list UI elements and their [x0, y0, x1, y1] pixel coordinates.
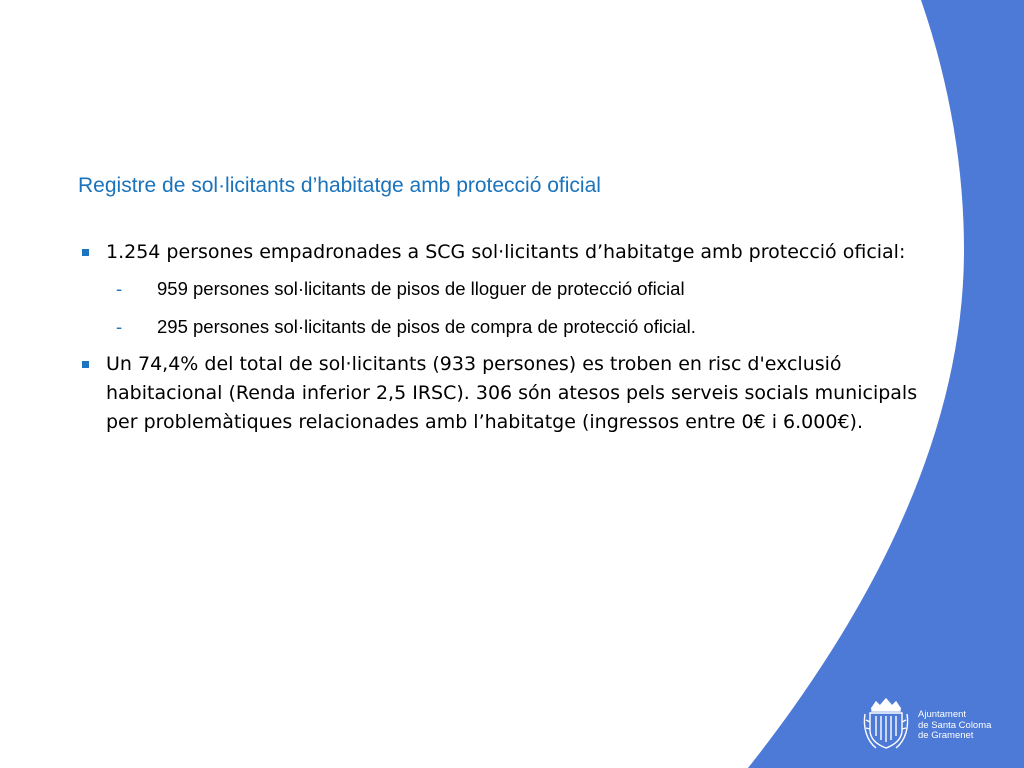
logo-text-line: de Santa Coloma [918, 719, 992, 731]
sub-item-text: 295 persones sol·licitants de pisos de compra de protecció oficial. [157, 316, 696, 337]
logo-text-line: de Gramenet [918, 730, 974, 741]
square-bullet-icon [82, 361, 89, 368]
slide-title: Registre de sol·licitants d’habitatge amb protecció oficial [78, 174, 601, 197]
logo-text-line: Ajuntament [918, 709, 967, 720]
dash-bullet-icon: - [116, 316, 123, 337]
bullet-item [82, 238, 918, 267]
sub-item [82, 277, 918, 301]
bullet-text: Un 74,4% del total de sol·licitants (933 persones) es troben en risc d'exclusió habitacional (Renda inferior 2,5 IRSC). 306 són atesos pels serveis socials municipals per problemàtiques relacionades amb l’habitatge (ingressos entre 0€ i 6.000€). [106, 353, 918, 433]
logo-text [918, 710, 991, 742]
sub-item-text: 959 persones sol·licitants de pisos de lloguer de protecció oficial [157, 278, 685, 299]
square-bullet-icon [82, 249, 89, 256]
dash-bullet-icon: - [116, 278, 123, 299]
slide-content [82, 238, 918, 437]
coat-of-arms-icon [862, 696, 910, 752]
sub-item [82, 315, 918, 339]
sub-list [82, 277, 918, 339]
bullet-item [82, 350, 918, 437]
ajuntament-logo [862, 696, 1012, 752]
bullet-text: 1.254 persones empadronades a SCG sol·licitants d’habitatge amb protecció oficial: [106, 241, 906, 263]
